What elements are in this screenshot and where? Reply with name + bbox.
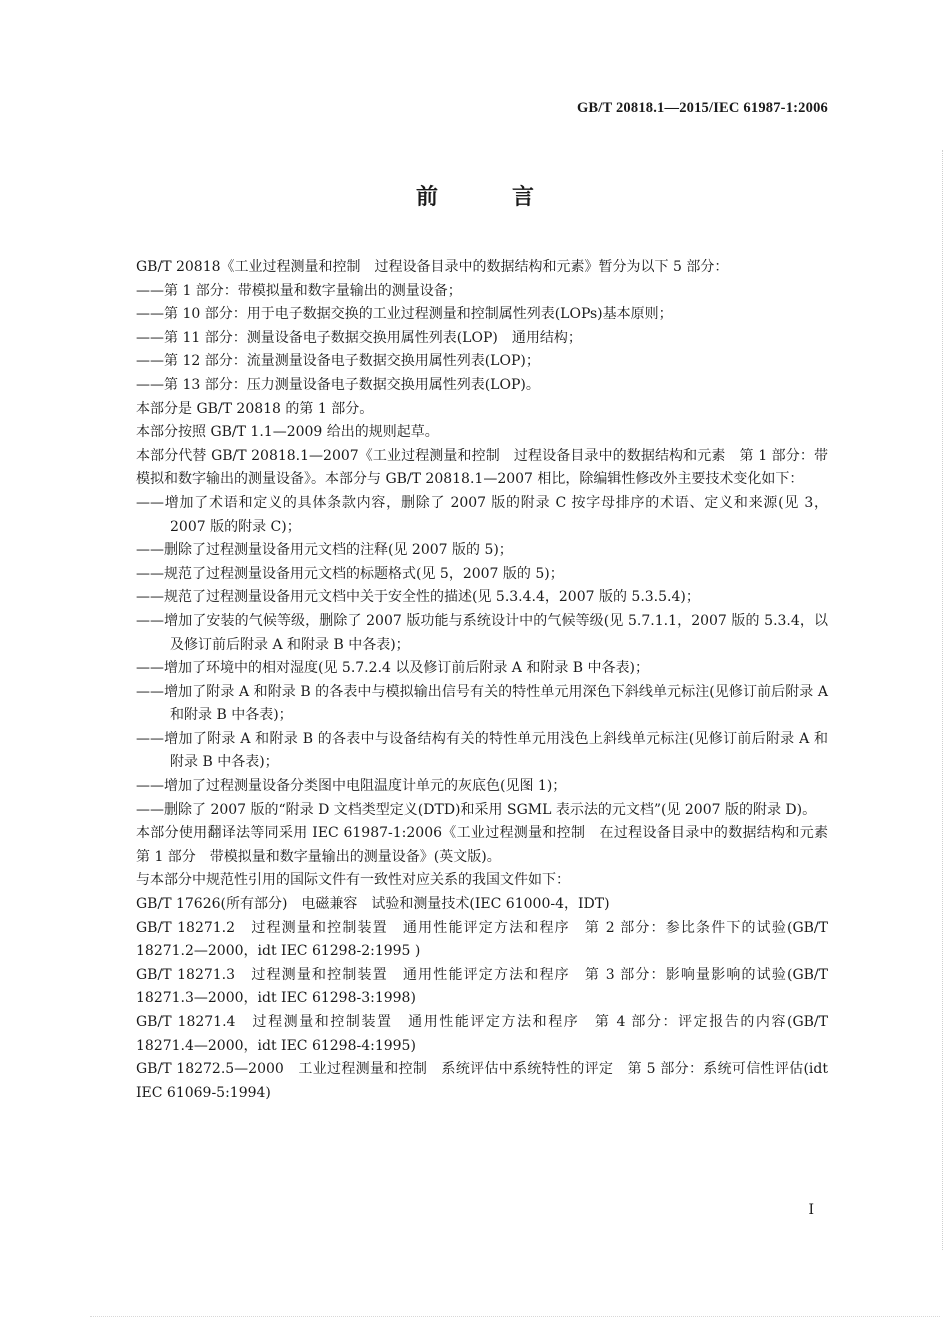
list-item: ——第 10 部分：用于电子数据交换的工业过程测量和控制属性列表(LOPs)基本原则； — [136, 306, 673, 323]
paragraph: 本部分是 GB/T 20818 的第 1 部分。 — [136, 400, 374, 417]
paragraph: 与本部分中规范性引用的国际文件有一致性对应关系的我国文件如下： — [136, 872, 570, 889]
page-edge-right — [942, 150, 944, 1250]
paragraph: GB/T 18271.2 过程测量和控制装置 通用性能评定方法和程序 第 2 部分：参比条件下的试验(GB/T 18271.2—2000，idt IEC 61298-2:1995 ) — [136, 919, 828, 960]
paragraph: 本部分代替 GB/T 20818.1—2007《工业过程测量和控制 过程设备目录中的数据结构和元素 第 1 部分：带模拟和数字输出的测量设备》。本部分与 GB/T 20818.1—2007 相比，除编辑性修改外主要技术变化如下： — [136, 447, 828, 488]
paragraph: GB/T 17626(所有部分) 电磁兼容 试验和测量技术(IEC 61000-4，IDT) — [136, 896, 610, 913]
list-item: ——增加了附录 A 和附录 B 的各表中与模拟输出信号有关的特性单元用深色下斜线单元标注(见修订前后附录 A 和附录 B 中各表)； — [136, 683, 828, 724]
paragraph: GB/T 18271.4 过程测量和控制装置 通用性能评定方法和程序 第 4 部分：评定报告的内容(GB/T 18271.4—2000，idt IEC 61298-4:1995) — [136, 1014, 828, 1054]
list-item: ——增加了附录 A 和附录 B 的各表中与设备结构有关的特性单元用浅色上斜线单元标注(见修订前后附录 A 和附录 B 中各表)； — [136, 730, 828, 771]
list-item: ——增加了安装的气候等级，删除了 2007 版功能与系统设计中的气候等级(见 5.7.1.1，2007 版的 5.3.4，以及修订前后附录 A 和附录 B 中各表)； — [136, 612, 828, 653]
list-item: ——第 13 部分：压力测量设备电子数据交换用属性列表(LOP)。 — [136, 376, 540, 393]
list-item: ——规范了过程测量设备用元文档的标题格式(见 5，2007 版的 5)； — [136, 565, 564, 582]
page-number: Ⅰ — [808, 1203, 814, 1218]
paragraph: 本部分按照 GB/T 1.1—2009 给出的规则起草。 — [136, 424, 439, 441]
paragraph: GB/T 18272.5—2000 工业过程测量和控制 系统评估中系统特性的评定 第 5 部分：系统可信性评估(idt IEC 61069-5:1994) — [136, 1061, 828, 1101]
paragraph: 本部分使用翻译法等同采用 IEC 61987-1:2006《工业过程测量和控制 在过程设备目录中的数据结构和元素 第 1 部分 带模拟量和数字量输出的测量设备》(英文版)。 — [136, 825, 842, 865]
list-item: ——第 1 部分：带模拟量和数字量输出的测量设备； — [136, 282, 462, 299]
list-item: ——增加了术语和定义的具体条款内容，删除了 2007 版的附录 C 按字母排序的术语、定义和来源(见 3，2007 版的附录 C)； — [136, 494, 828, 535]
list-item: ——增加了环境中的相对湿度(见 5.7.2.4 以及修订前后附录 A 和附录 B 中各表)； — [136, 660, 650, 677]
list-item: ——增加了过程测量设备分类图中电阻温度计单元的灰底色(见图 1)； — [136, 778, 567, 795]
document-body — [108, 256, 842, 1105]
list-item: ——删除了 2007 版的“附录 D 文档类型定义(DTD)和采用 SGML 表示法的元文档”(见 2007 版的附录 D)。 — [136, 801, 817, 818]
document-number-header: GB/T 20818.1—2015/IEC 61987-1:2006 — [576, 100, 828, 116]
paragraph: GB/T 20818《工业过程测量和控制 过程设备目录中的数据结构和元素》暂分为以下 5 部分： — [136, 259, 729, 275]
page-edge-bottom — [90, 1316, 940, 1318]
page-title: 前 言 — [415, 184, 560, 210]
list-item: ——第 12 部分：流量测量设备电子数据交换用属性列表(LOP)； — [136, 353, 540, 370]
list-item: ——第 11 部分：测量设备电子数据交换用属性列表(LOP) 通用结构； — [136, 329, 582, 346]
list-item: ——规范了过程测量设备用元文档中关于安全性的描述(见 5.3.4.4，2007 版的 5.3.5.4)； — [136, 589, 700, 606]
list-item: ——删除了过程测量设备用元文档的注释(见 2007 版的 5)； — [136, 542, 513, 559]
paragraph: GB/T 18271.3 过程测量和控制装置 通用性能评定方法和程序 第 3 部分：影响量影响的试验(GB/T 18271.3—2000，idt IEC 61298-3:1998) — [136, 966, 828, 1007]
